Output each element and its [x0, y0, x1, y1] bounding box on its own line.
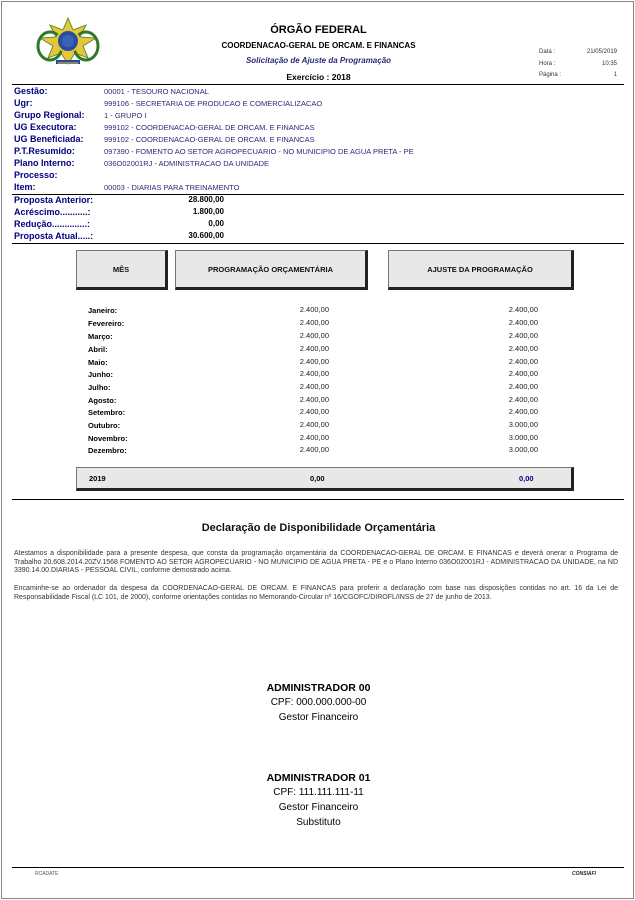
header-mes: MÊS: [76, 250, 168, 290]
table-row: Abril: 2.400,00 2.400,00: [88, 344, 538, 354]
table-row: Agosto: 2.400,00 2.400,00: [88, 395, 538, 405]
info-row-ug-executora: UG Executora: 999102 - COORDENACAO-GERAL DE ORCAM. E FINANCAS: [14, 122, 315, 132]
info-row-processo: Processo:: [14, 170, 58, 180]
signer-role-extra: Substituto: [296, 817, 341, 828]
header-ajuste: AJUSTE DA PROGRAMAÇÃO: [388, 250, 574, 290]
total-year: 2019: [89, 474, 106, 483]
table-row: Janeiro: 2.400,00 2.400,00: [88, 305, 538, 315]
divider: [12, 243, 624, 244]
table-row: Dezembro: 2.400,00 3.000,00: [88, 445, 538, 455]
table-row: Fevereiro: 2.400,00 2.400,00: [88, 318, 538, 328]
table-row: Março: 2.400,00 2.400,00: [88, 331, 538, 341]
exercise-year: Exercício : 2018: [286, 72, 351, 82]
info-row-pt-resumido: P.T.Resumido: 097390 - FOMENTO AO SETOR AGROPECUARIO - NO MUNICIPIO DE AGUA PRETA - PE: [14, 146, 414, 156]
table-row: Outubro: 2.400,00 3.000,00: [88, 420, 538, 430]
info-row-grupo-regional: Grupo Regional: 1 - GRUPO I: [14, 110, 147, 120]
divider: [12, 499, 624, 500]
info-row-ug-beneficiada: UG Beneficiada: 999102 - COORDENACAO-GERAL DE ORCAM. E FINANCAS: [14, 134, 315, 144]
info-row-plano-interno: Plano Interno: 036O02001RJ - ADMINISTRACAO DA UNIDADE: [14, 158, 270, 168]
divider: [12, 867, 624, 868]
signer-cpf: CPF: 111.111.111-11: [273, 787, 364, 798]
total-reducao: Redução..............: 0,00: [14, 219, 224, 229]
table-row: Maio: 2.400,00 2.400,00: [88, 357, 538, 367]
header-programacao: PROGRAMAÇÃO ORÇAMENTÁRIA: [175, 250, 368, 290]
dept-title: COORDENACAO-GERAL DE ORCAM. E FINANCAS: [221, 41, 416, 50]
footer-right: CONSIAFI: [572, 871, 596, 877]
info-row-gestao: Gestão: 00001 - TESOURO NACIONAL: [14, 86, 209, 96]
signer-name: ADMINISTRADOR 01: [266, 772, 371, 784]
report-subtitle: Solicitação de Ajuste da Programação: [245, 56, 392, 65]
info-row-item: Item: 00003 - DIARIAS PARA TREINAMENTO: [14, 182, 240, 192]
signature-block-2: [2, 772, 635, 832]
signer-role: Gestor Financeiro: [278, 802, 359, 813]
signer-role: Gestor Financeiro: [278, 712, 359, 723]
declaration-paragraph-2: Encaminhe-se ao ordenador da despesa da COORDENACAO-GERAL DE ORCAM. E FINANCAS para proferir a declaração com base nas disposições contidas no art. 16 da Lei de Responsabilidade Fiscal (LC 101, de 2000), conforme orientações contidas no Memorando-Circular nº 16/CGOFC/DIROFL/INSS de 27 de junho de 2013.: [14, 585, 618, 601]
total-prog: 0,00: [310, 474, 325, 483]
table-row: Junho: 2.400,00 2.400,00: [88, 369, 538, 379]
table-row: Julho: 2.400,00 2.400,00: [88, 382, 538, 392]
declaration-paragraph-1: Atestamos a disponibilidade para a presente despesa, que consta da programação orçamentária da COORDENACAO-GERAL DE ORCAM. E FINANCAS e deverá onerar o Programa de Trabalho 20.608.2014.20ZV.1568 FOMENTO AO SETOR AGROPECUARIO - NO MUNICIPIO DE AGUA PRETA - PE e o Plano Interno 036O02001RJ - ADMINISTRACAO DA UNIDADE, na ND 3390.14.00.DIARIAS - PESSOAL CIVIL, conforme demostrado acima.: [14, 550, 618, 575]
signature-block-1: [2, 682, 635, 727]
total-proposta-anterior: Proposta Anterior: 28.800,00: [14, 195, 224, 205]
footer-left: RCADATE: [35, 871, 59, 877]
document-page: ÓRGÃO FEDERAL COORDENACAO-GERAL DE ORCAM. E FINANCAS Solicitação de Ajuste da Programação Exercício : 2018 Data : 21/05/2019 Hora : 10:35 Página : 1 Gestão: 00001 - TESOURO NACIONAL Ugr: 999106 - SECRETARIA DE PRODUCAO E COMERCIALIZACAO Grupo Regional: 1 - GRUPO I UG Executora: 999102 - COORDENACAO-GERAL DE ORCAM. E FINANCAS UG Beneficiada: 999102 - COORDENACAO-GERAL DE ORCAM. E FINANCAS P.T.Resumido: 097390 - FOMENTO AO SETOR AGROPECUARIO - NO MUNICIPIO DE AGUA PRETA - PE Plano Interno: 036O02001RJ - ADMINISTRACAO DA UNIDADE Processo: Item: 00003 - DIARIAS PARA TREINAMENTO Proposta Anterior: 28.800,00 Acréscimo...........: 1.800,00 Redução..............: 0,00 Proposta Atual.....: 30.600,00 MÊS PROGRAMAÇÃO ORÇAMENTÁRIA AJUSTE DA PROGRAMAÇÃO Janeiro: 2.400,00 2.400,00 Fevereiro: 2.400,00 2.400,00 Março: 2.400,00 2.400,00 Abril: 2.400,00 2.400,00 Maio: 2.400,00 2.400,00 Junho: 2.400,00 2.400,00 Julho: 2.400,00 2.400,00 Agosto: 2.400,00 2.400,00 Setembro: 2.400,00 2.400,00 Outubro: 2.400,00 3.000,00 Novembro: 2.400,00 3.000,00 Dezembro: 2.400,00 3.000,00 2019 0,00 0,00 Declaração de Disponibilidade Orçamentária Atestamos a disponibilidade para a presente despesa, que consta da programação orçamentária da COORDENACAO-GERAL DE ORCAM. E FINANCAS e deverá onerar o Programa de Trabalho 20.608.2014.20ZV.1568 FOMENTO AO SETOR AGROPECUARIO - NO MUNICIPIO DE AGUA PRETA - PE e o Plano Interno 036O02001RJ - ADMINISTRACAO DA UNIDADE, na ND 3390.14.00.DIARIAS - PESSOAL CIVIL, conforme demostrado acima. Encaminhe-se ao ordenador da despesa da COORDENACAO-GERAL DE ORCAM. E FINANCAS para proferir a declaração com base nas disposições contidas no art. 16 da Lei de Responsabilidade Fiscal (LC 101, de 2000), conforme orientações contidas no Memorando-Circular nº 16/CGOFC/DIROFL/INSS de 27 de junho de 2013. ADMINISTRADOR 00 CPF: 000.000.000-00 Gestor Financeiro ADMINISTRADOR 01 CPF: 111.111.111-11 Gestor Financeiro Substituto RCADATE CONSIAFI: [1, 1, 634, 899]
table-row: Setembro: 2.400,00 2.400,00: [88, 407, 538, 417]
table-row: Novembro: 2.400,00 3.000,00: [88, 433, 538, 443]
divider: [12, 84, 624, 85]
info-row-ugr: Ugr: 999106 - SECRETARIA DE PRODUCAO E COMERCIALIZACAO: [14, 98, 323, 108]
signer-cpf: CPF: 000.000.000-00: [270, 697, 367, 708]
total-adj: 0,00: [519, 474, 534, 483]
declaration-title: Declaração de Disponibilidade Orçamentária: [201, 522, 436, 534]
total-acrescimo: Acréscimo...........: 1.800,00: [14, 207, 224, 217]
table-total-row: [76, 467, 574, 491]
signer-name: ADMINISTRADOR 00: [266, 682, 371, 694]
total-proposta-atual: Proposta Atual.....: 30.600,00: [14, 231, 224, 241]
org-title: ÓRGÃO FEDERAL: [270, 24, 367, 36]
